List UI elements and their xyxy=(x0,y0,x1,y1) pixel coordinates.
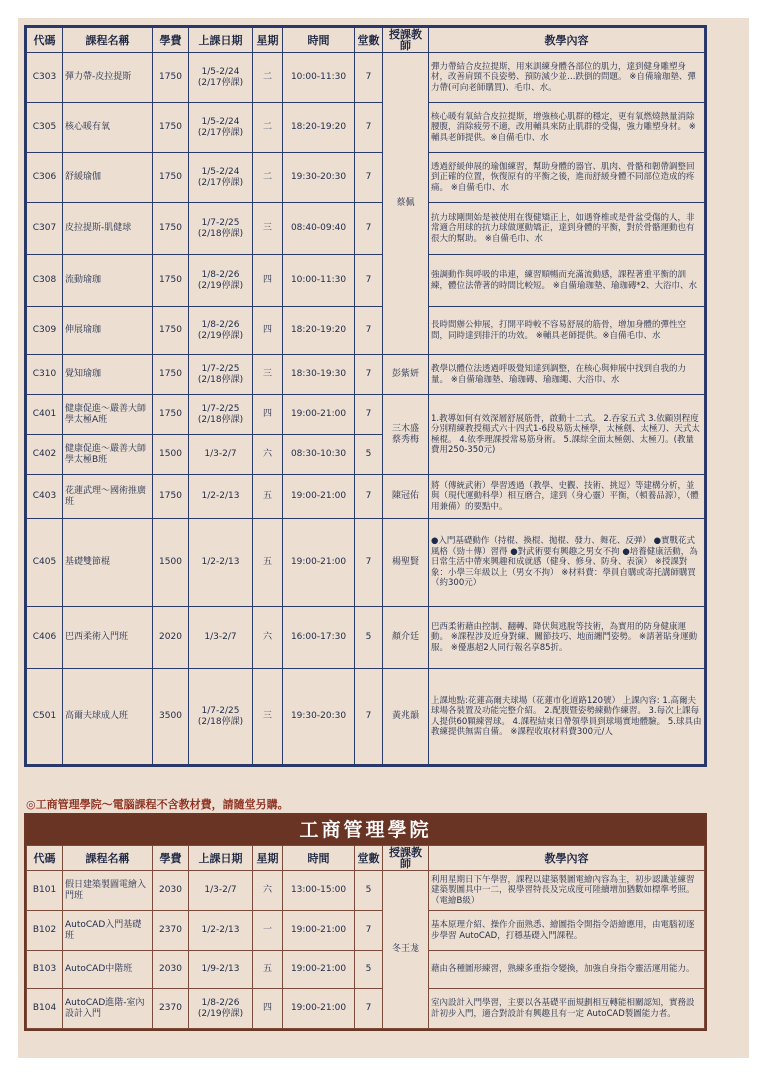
course-date: 1/3-2/7 xyxy=(189,607,253,669)
course-weekday: 三 xyxy=(253,355,283,395)
course-name: AutoCAD進階-室內設計入門 xyxy=(63,989,153,1029)
course-content: 教學以體位法透過呼吸覺知達到調整，在核心與伸展中找到自我的力量。 ※自備瑜珈墊、瑜珈磚、瑜珈繩、大浴巾、水 xyxy=(429,355,705,395)
course-date: 1/2-2/13 xyxy=(189,519,253,607)
course-weekday: 四 xyxy=(253,307,283,355)
table-row xyxy=(27,355,705,395)
date-range: 1/5-2/24 xyxy=(201,166,240,177)
table-row xyxy=(27,475,705,519)
date-range: 1/7-2/25 xyxy=(201,705,240,716)
course-name: AutoCAD入門基礎班 xyxy=(63,911,153,951)
course-content: 上課地點:花蓮高爾夫球場（花蓮市化道路120號） 上課內容: 1.高爾夫球場各裝置及功能完整介紹。 2.配腹暨姿勢練動作練習。 3.每次上課每人提供60顆練習球。 4.課程結束日帶領學員到球場實地體驗。 5.球具由教練提供無需自備。 ※課程收取材料費300元/人 xyxy=(429,669,705,765)
course-weekday: 六 xyxy=(253,607,283,669)
course-time: 18:20-19:20 xyxy=(283,103,355,153)
table-header-row xyxy=(27,28,705,53)
course-weekday: 五 xyxy=(253,519,283,607)
course-content: 將（傳統武術）學習透過（教學、史觀、技術、挑逗）等建構分析，並與（現代運動科學）相互磨合，達到（身心靈）平衡，（頓養品源），（體用兼備）的要點中。 xyxy=(429,475,705,519)
course-code: C306 xyxy=(27,153,63,203)
course-time: 19:00-21:00 xyxy=(283,989,355,1029)
course-fee: 1750 xyxy=(153,203,189,255)
course-weekday: 四 xyxy=(253,395,283,435)
course-time: 19:00-21:00 xyxy=(283,475,355,519)
course-code: C303 xyxy=(27,53,63,103)
course-sessions: 7 xyxy=(355,153,383,203)
course-sessions: 7 xyxy=(355,307,383,355)
table-row xyxy=(27,103,705,153)
course-weekday: 一 xyxy=(253,911,283,951)
course-fee: 1750 xyxy=(153,475,189,519)
header-teacher: 授課教師 xyxy=(383,28,429,53)
course-name: 伸展瑜珈 xyxy=(63,307,153,355)
course-weekday: 四 xyxy=(253,989,283,1029)
header-code: 代碼 xyxy=(27,28,63,53)
date-range: 1/8-2/26 xyxy=(201,269,240,280)
date-range: 1/5-2/24 xyxy=(201,66,240,77)
table-row xyxy=(27,669,705,765)
course-time: 19:00-21:00 xyxy=(283,951,355,989)
table-row xyxy=(27,519,705,607)
course-sessions: 5 xyxy=(355,435,383,475)
course-code: C401 xyxy=(27,395,63,435)
course-weekday: 四 xyxy=(253,255,283,307)
course-name: 基礎雙節棍 xyxy=(63,519,153,607)
course-time: 08:40-09:40 xyxy=(283,203,355,255)
table-row xyxy=(27,607,705,669)
course-sessions: 7 xyxy=(355,989,383,1029)
section-title: 工商管理學院 xyxy=(26,815,705,845)
table-header-row xyxy=(27,846,705,871)
header-code: 代碼 xyxy=(27,846,63,871)
course-date: 1/9-2/13 xyxy=(189,951,253,989)
computer-course-note: ◎工商管理學院～電腦課程不含教材費，請隨堂另購。 xyxy=(26,798,289,811)
course-time: 19:30-20:30 xyxy=(283,153,355,203)
course-name: 核心暖有氧 xyxy=(63,103,153,153)
course-content: 強調動作與呼吸的串連，練習順暢而充滿流動感，課程著重平衡的訓練，體位法帶著的時間比較短。 ※自備瑜珈墊、瑜珈磚*2、大浴巾、水 xyxy=(429,255,705,307)
course-time: 10:00-11:30 xyxy=(283,53,355,103)
course-weekday: 二 xyxy=(253,103,283,153)
course-sessions: 5 xyxy=(355,607,383,669)
course-sessions: 7 xyxy=(355,203,383,255)
course-code: C405 xyxy=(27,519,63,607)
table-row xyxy=(27,871,705,911)
course-content: 核心暖有氧結合皮拉提斯，增強核心肌群的穩定，更有氧燃燒熱量消除腰腹，消除疲勞不適，改用輔具來防止肌群的受傷，強力雕塑身材。 ※輔具老師提供。※自備毛巾、水 xyxy=(429,103,705,153)
course-table-sports xyxy=(24,25,707,767)
date-range: 1/8-2/26 xyxy=(201,319,240,330)
course-time: 10:00-11:30 xyxy=(283,255,355,307)
course-name: 假日建築製圖電繪入門班 xyxy=(63,871,153,911)
course-teacher: 楊聖賢 xyxy=(383,519,429,607)
date-range: 1/5-2/24 xyxy=(201,116,240,127)
header-name: 課程名稱 xyxy=(63,28,153,53)
course-date: 1/3-2/7 xyxy=(189,871,253,911)
course-time: 18:20-19:20 xyxy=(283,307,355,355)
course-fee: 1750 xyxy=(153,103,189,153)
business-course-table xyxy=(26,845,705,1029)
course-fee: 3500 xyxy=(153,669,189,765)
course-code: C307 xyxy=(27,203,63,255)
table-row xyxy=(27,307,705,355)
course-fee: 1750 xyxy=(153,153,189,203)
course-content: 透過舒緩伸展的瑜伽練習，幫助身體的器官、肌肉、骨骼和韌帶調整回到正確的位置，恢復原有的平衡之後，進而舒緩身體不同部位造成的疼痛。 ※自備毛巾、水 xyxy=(429,153,705,203)
course-name: 彈力帶-皮拉提斯 xyxy=(63,53,153,103)
header-content: 教學內容 xyxy=(429,846,705,871)
course-sessions: 7 xyxy=(355,669,383,765)
course-teacher: 彭紫妍 xyxy=(383,355,429,395)
course-fee: 1750 xyxy=(153,355,189,395)
table-row xyxy=(27,989,705,1029)
course-table-business xyxy=(24,813,707,1031)
date-range: 1/7-2/25 xyxy=(201,363,240,374)
header-fee: 學費 xyxy=(153,846,189,871)
date-note: (2/18停課) xyxy=(197,414,244,425)
course-weekday: 三 xyxy=(253,669,283,765)
course-sessions: 5 xyxy=(355,951,383,989)
course-fee: 1750 xyxy=(153,255,189,307)
course-code: C403 xyxy=(27,475,63,519)
course-code: B102 xyxy=(27,911,63,951)
course-weekday: 三 xyxy=(253,203,283,255)
course-date: 1/2-2/13 xyxy=(189,475,253,519)
course-sessions: 7 xyxy=(355,475,383,519)
course-sessions: 5 xyxy=(355,871,383,911)
course-sessions: 7 xyxy=(355,395,383,435)
course-content: ●入門基礎動作（持棍、換棍、拋棍、發力、舞花、反弹） ●實戰花式風格（勁＋傳）習得 ●對武術要有興趣之男女不拘 ●培養健康活動，為日常生活中帶來興趣和成就感（健身、修身、防身、表演） ※授課對象：小學三年級以上（男女不拘） ※材料費：學員自購或寄托講師購買（約300元） xyxy=(429,519,705,607)
course-name: AutoCAD中階班 xyxy=(63,951,153,989)
course-fee: 2020 xyxy=(153,607,189,669)
table-row xyxy=(27,951,705,989)
course-weekday: 二 xyxy=(253,153,283,203)
header-name: 課程名稱 xyxy=(63,846,153,871)
course-date xyxy=(189,989,253,1029)
header-sessions: 堂數 xyxy=(355,846,383,871)
course-content: 利用星期日下午學習，課程以建築製圖電繪內容為主，初步認識並練習建築製圖具中一二，視學習特長及完成度可陸續增加猶數如標準考照。（電繪B級） xyxy=(429,871,705,911)
course-time: 19:30-20:30 xyxy=(283,669,355,765)
course-fee: 1750 xyxy=(153,395,189,435)
date-note: (2/19停課) xyxy=(197,330,244,341)
course-sessions: 7 xyxy=(355,103,383,153)
course-code: B101 xyxy=(27,871,63,911)
date-note: (2/18停課) xyxy=(197,716,244,727)
sports-course-table xyxy=(26,27,705,765)
course-teacher: 蔡佩 xyxy=(383,53,429,355)
course-teacher: 顏介廷 xyxy=(383,607,429,669)
course-name: 舒緩瑜伽 xyxy=(63,153,153,203)
header-content: 教學內容 xyxy=(429,28,705,53)
course-fee: 2370 xyxy=(153,989,189,1029)
course-sessions: 7 xyxy=(355,911,383,951)
table-row xyxy=(27,395,705,435)
header-sessions: 堂數 xyxy=(355,28,383,53)
course-fee: 1750 xyxy=(153,307,189,355)
header-date: 上課日期 xyxy=(189,846,253,871)
table-row xyxy=(27,255,705,307)
course-time: 16:00-17:30 xyxy=(283,607,355,669)
course-teacher: 黃兆韻 xyxy=(383,669,429,765)
header-teacher: 授課教師 xyxy=(383,846,429,871)
course-date xyxy=(189,203,253,255)
course-fee: 2030 xyxy=(153,951,189,989)
date-note: (2/17停課) xyxy=(197,77,244,88)
course-fee: 1750 xyxy=(153,53,189,103)
course-sessions: 7 xyxy=(355,53,383,103)
course-date xyxy=(189,355,253,395)
header-weekday: 星期 xyxy=(253,846,283,871)
date-note: (2/19停課) xyxy=(197,1008,244,1019)
course-code: B103 xyxy=(27,951,63,989)
course-name: 巴西柔術入門班 xyxy=(63,607,153,669)
date-range: 1/7-2/25 xyxy=(201,403,240,414)
course-code: C308 xyxy=(27,255,63,307)
course-content: 抗力球剛開始是被使用在復健矯正上，如遇脊椎或是骨盆受傷的人，非常適合用球的抗力球做運動矯正，達到身體的平衡，對於骨骼運動也有很大的幫助。 ※自備毛巾、水 xyxy=(429,203,705,255)
table-row xyxy=(27,911,705,951)
course-time: 13:00-15:00 xyxy=(283,871,355,911)
header-time: 時間 xyxy=(283,28,355,53)
course-date xyxy=(189,103,253,153)
course-code: C402 xyxy=(27,435,63,475)
course-name: 皮拉提斯-肌健球 xyxy=(63,203,153,255)
course-time: 19:00-21:00 xyxy=(283,911,355,951)
course-name: 花蓮武理～國術推廣班 xyxy=(63,475,153,519)
course-code: C309 xyxy=(27,307,63,355)
course-content: 巴西柔術藉由控制、翻轉、降伏與逃脫等技術，為實用的防身健康運動。 ※課程涉及近身對練、關節技巧、地面纏鬥姿勢。 ※請著貼身運動服。 ※優惠超2人同行報名享85折。 xyxy=(429,607,705,669)
date-range: 1/8-2/26 xyxy=(201,997,240,1008)
course-time: 18:30-19:30 xyxy=(283,355,355,395)
course-teacher: 冬王尨 xyxy=(383,871,429,1029)
course-sessions: 7 xyxy=(355,519,383,607)
course-content: 藉由各種圖形練習，熟練多重指令變換，加強自身指令靈活運用能力。 xyxy=(429,951,705,989)
course-content: 長時間辦公伸展，打開平時較不容易舒展的筋骨，增加身體的彈性空間，同時達到排汗的功效。 ※輔具老師提供。※自備毛巾、水 xyxy=(429,307,705,355)
course-fee: 1500 xyxy=(153,435,189,475)
course-name: 健康促進～嚴善大師學太極B班 xyxy=(63,435,153,475)
course-date xyxy=(189,255,253,307)
course-time: 08:30-10:30 xyxy=(283,435,355,475)
table-row xyxy=(27,203,705,255)
course-name: 覺知瑜珈 xyxy=(63,355,153,395)
course-date xyxy=(189,395,253,435)
date-note: (2/17停課) xyxy=(197,177,244,188)
header-weekday: 星期 xyxy=(253,28,283,53)
course-weekday: 五 xyxy=(253,475,283,519)
table-row xyxy=(27,53,705,103)
header-fee: 學費 xyxy=(153,28,189,53)
course-weekday: 五 xyxy=(253,951,283,989)
date-note: (2/17停課) xyxy=(197,127,244,138)
course-date xyxy=(189,53,253,103)
course-date: 1/3-2/7 xyxy=(189,435,253,475)
header-date: 上課日期 xyxy=(189,28,253,53)
course-date xyxy=(189,669,253,765)
course-weekday: 二 xyxy=(253,53,283,103)
course-content: 室內設計入門學習，主要以各基礎平面規劃相互轉能相關認知，實務設計初步入門，適合對設計有興趣且有一定 AutoCAD製圖能力者。 xyxy=(429,989,705,1029)
date-note: (2/18停課) xyxy=(197,228,244,239)
course-teacher: 陳冠佑 xyxy=(383,475,429,519)
course-content: 基本原理介紹、操作介面熟悉、繪圖指令開指令語繪應用，由電腦初逐步學習 AutoCAD，打穩基礎入門課程。 xyxy=(429,911,705,951)
course-time: 19:00-21:00 xyxy=(283,519,355,607)
course-fee: 2370 xyxy=(153,911,189,951)
course-time: 19:00-21:00 xyxy=(283,395,355,435)
course-name: 高爾夫球成人班 xyxy=(63,669,153,765)
course-name: 流動瑜珈 xyxy=(63,255,153,307)
header-time: 時間 xyxy=(283,846,355,871)
course-name: 健康促進～嚴善大師學太極A班 xyxy=(63,395,153,435)
date-note: (2/19停課) xyxy=(197,280,244,291)
course-code: C406 xyxy=(27,607,63,669)
date-note: (2/18停課) xyxy=(197,374,244,385)
course-content: 1.教導如何有效深層舒展筋骨，啟動十二式。 2.吞家五式 3.依顧別程度分別精練教授楊式六十四式1-6段易筋太極學，太極劍、太極刀、天式太極棍。 4.依季理課授常易筋身術。 5.課綜全面太極劍、太極刀。(教量費用250-350元) xyxy=(429,395,705,475)
table-row xyxy=(27,153,705,203)
course-code: C310 xyxy=(27,355,63,395)
course-fee: 1500 xyxy=(153,519,189,607)
course-weekday: 六 xyxy=(253,435,283,475)
course-content: 彈力帶結合皮拉提斯，用來訓練身體各部位的肌力，達到健身雕塑身材，改善肩頸不良姿勢、預防減少並…跌倒的問題。 ※自備瑜珈墊、彈力帶(可向老師購買)、毛巾、水。 xyxy=(429,53,705,103)
course-date: 1/2-2/13 xyxy=(189,911,253,951)
course-fee: 2030 xyxy=(153,871,189,911)
date-range: 1/7-2/25 xyxy=(201,217,240,228)
course-date xyxy=(189,153,253,203)
course-code: B104 xyxy=(27,989,63,1029)
course-sessions: 7 xyxy=(355,255,383,307)
course-sessions: 7 xyxy=(355,355,383,395)
course-date xyxy=(189,307,253,355)
course-teacher: 三木盛 蔡秀梅 xyxy=(383,395,429,475)
course-weekday: 六 xyxy=(253,871,283,911)
course-code: C501 xyxy=(27,669,63,765)
course-code: C305 xyxy=(27,103,63,153)
